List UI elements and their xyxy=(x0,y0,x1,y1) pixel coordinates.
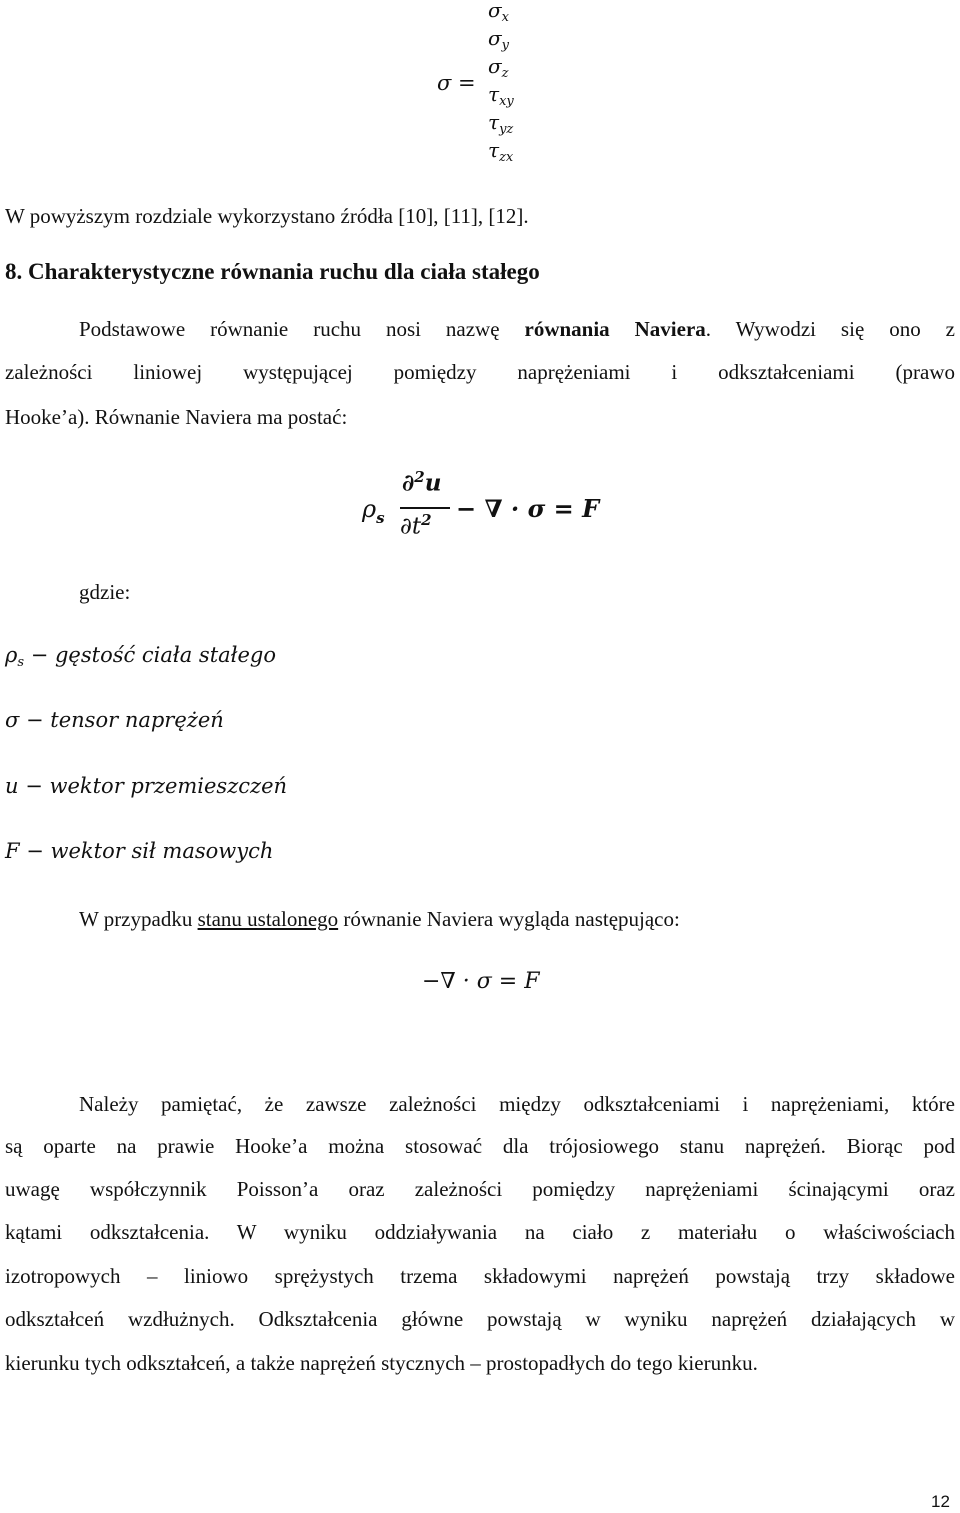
navier-term: równania Naviera xyxy=(524,317,706,341)
paragraph-line: odkształceń wzdłużnych. Odkształcenia główne powstają w wyniku naprężeń działających w xyxy=(5,1307,955,1331)
where-label: gdzie: xyxy=(79,580,131,604)
vector-component: $\tau_{yz}$ xyxy=(488,110,514,137)
page-number: 12 xyxy=(931,1492,950,1511)
vector-component: $\sigma_y$ xyxy=(488,26,510,53)
definition-row: u − wektor przemieszczeń xyxy=(5,774,288,798)
steady-equation: −∇ · σ = F xyxy=(422,969,540,994)
paragraph-line: izotropowych – liniowo sprężystych trzema składowymi naprężeń powstają trzy składowe xyxy=(5,1264,955,1288)
vector-component: $\sigma_z$ xyxy=(488,54,509,81)
intro-line-1: Podstawowe równanie ruchu nosi nazwę równania Naviera. Wywodzi się ono z xyxy=(79,317,955,341)
section-heading xyxy=(5,259,540,285)
section-title: Charakterystyczne równania ruchu dla ciała stałego xyxy=(28,259,540,284)
section-number: 8. xyxy=(5,259,23,284)
stress-vector-lhs: σ = xyxy=(437,71,476,95)
eq-numerator: ∂$^2$u xyxy=(402,468,442,497)
vector-component: $\sigma_x$ xyxy=(488,0,509,25)
paragraph-line: uwagę współczynnik Poisson’a oraz zależności pomiędzy naprężeniami ścinającymi oraz xyxy=(5,1177,955,1201)
vector-component: $\tau_{xy}$ xyxy=(488,82,514,109)
fraction-bar xyxy=(400,507,450,509)
paragraph-line: kierunku tych odkształceń, a także naprężeń stycznych – prostopadłych do tego kierunku. xyxy=(5,1351,758,1375)
paragraph-line: kątami odkształcenia. W wyniku oddziaływania na ciało z materiału o właściwościach xyxy=(5,1220,955,1244)
paragraph-line: są oparte na prawie Hooke’a można stosować dla trójosiowego stanu naprężeń. Biorąc pod xyxy=(5,1134,955,1158)
sources-line: W powyższym rozdziale wykorzystano źródła [10], [11], [12]. xyxy=(5,204,529,228)
intro-line-3: Hooke’a). Równanie Naviera ma postać: xyxy=(5,405,348,429)
intro-line-2: zależności liniowej występującej pomiędzy naprężeniami i odkształceniami (prawo xyxy=(5,360,955,384)
eq-denominator: $\partial t^2$ xyxy=(400,511,432,540)
definition-row: F − wektor sił masowych xyxy=(5,839,274,863)
eq-rho: $\rho_s$ xyxy=(362,495,385,527)
steady-state-term: stanu ustalonego xyxy=(197,907,339,931)
definition-row: σ − tensor naprężeń xyxy=(5,708,224,732)
eq-rest: − ∇ · σ = F xyxy=(456,494,600,523)
steady-state-line: W przypadku stanu ustalonego równanie Naviera wygląda następująco: xyxy=(79,907,680,931)
paragraph-line: Należy pamiętać, że zawsze zależności między odkształceniami i naprężeniami, które xyxy=(79,1092,955,1116)
vector-component: $\tau_{zx}$ xyxy=(488,138,514,165)
definition-row: $\rho_s$ − gęstość ciała stałego xyxy=(5,643,276,670)
